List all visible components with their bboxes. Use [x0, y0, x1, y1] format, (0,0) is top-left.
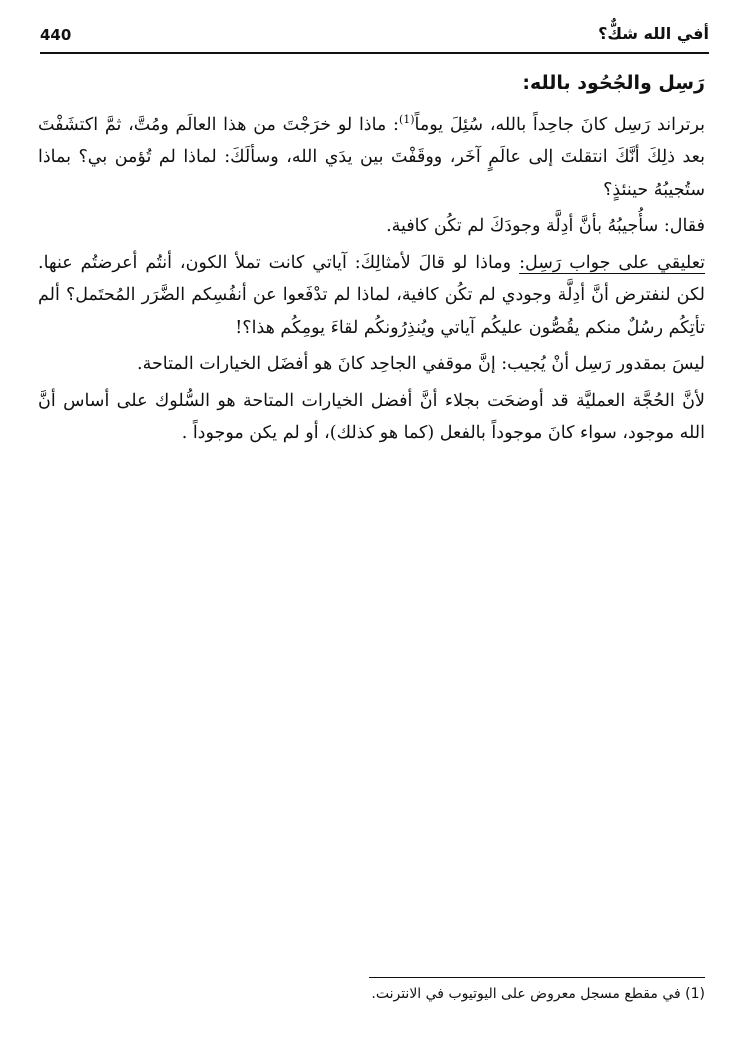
- paragraph-2: فقال: سأُجيبُهُ بأنَّ أدِلَّة وجودَكَ لم تكُن كافية.: [386, 216, 705, 237]
- footnote-ref[interactable]: (1): [398, 113, 415, 126]
- footnote: [371, 986, 705, 1002]
- paragraph-3-rest: وماذا لو قالَ لأمثالِكَ: آياتي كانت تملأ الكون، أنتُم أعرضتُم عنها. لكن لنفترض أنَّ أدِلَّة وجودي لم تكُن كافية، لماذا لم تدْفَعوا عن أنفُسِكم الضَّرَر المُحتَمل؟ ألم تأتِكُم رسُلٌ منكم يقُصُّون عليكُم آياتي ويُنذِرُونكُم لقاءَ يومِكُم هذا؟!: [38, 252, 705, 338]
- section-title: رَسِل والجُحُود بالله:: [522, 72, 705, 94]
- paragraph-3-lead: تعليقي على جواب رَسِل:: [519, 252, 706, 273]
- paragraph-5: لأنَّ الحُجَّة العمليَّة قد أوضحَت بجلاء أنَّ أفضل الخيارات المتاحة هو السُّلوك على أساس أنَّ الله موجود، سواء كانَ موجوداً بالفعل (كما هو كذلك)، أو لم يكن موجوداً .: [38, 390, 705, 444]
- footnote-rule: [369, 977, 705, 978]
- page-number: 440: [40, 26, 72, 44]
- footnote-marker: (1): [685, 986, 705, 1002]
- header-rule: [40, 52, 709, 54]
- paragraph-1-part-b: : ماذا لو خرَجْتَ من هذا العالَم ومُتَّ، ثمَّ اكتشَفْتَ بعد ذلِكَ أنَّكَ انتقلتَ إلى عالَمٍ آخَر، ووقَفْتَ بين يدَي الله، وسألَكَ: لماذا لم تُؤمن بي؟ بماذا ستُجيبُهُ حينئذٍ؟: [38, 114, 705, 200]
- paragraph-1: [38, 104, 705, 206]
- footnote-text: في مقطع مسجل معروض على اليوتيوب في الانترنت.: [371, 986, 681, 1002]
- paragraph-4: ليسَ بمقدور رَسِل أنْ يُجيب: إنَّ موقفي الجاحِد كانَ هو أفضَل الخيارات المتاحة.: [137, 354, 705, 375]
- running-title: أفي الله شكٌّ؟: [598, 24, 709, 43]
- paragraph-1-part-a: برتراند رَسِل كانَ جاحِداً بالله، سُئِلَ يوماً: [414, 114, 706, 135]
- paragraph-3: [38, 247, 705, 345]
- page-header: [40, 24, 709, 50]
- page-body: [38, 66, 705, 454]
